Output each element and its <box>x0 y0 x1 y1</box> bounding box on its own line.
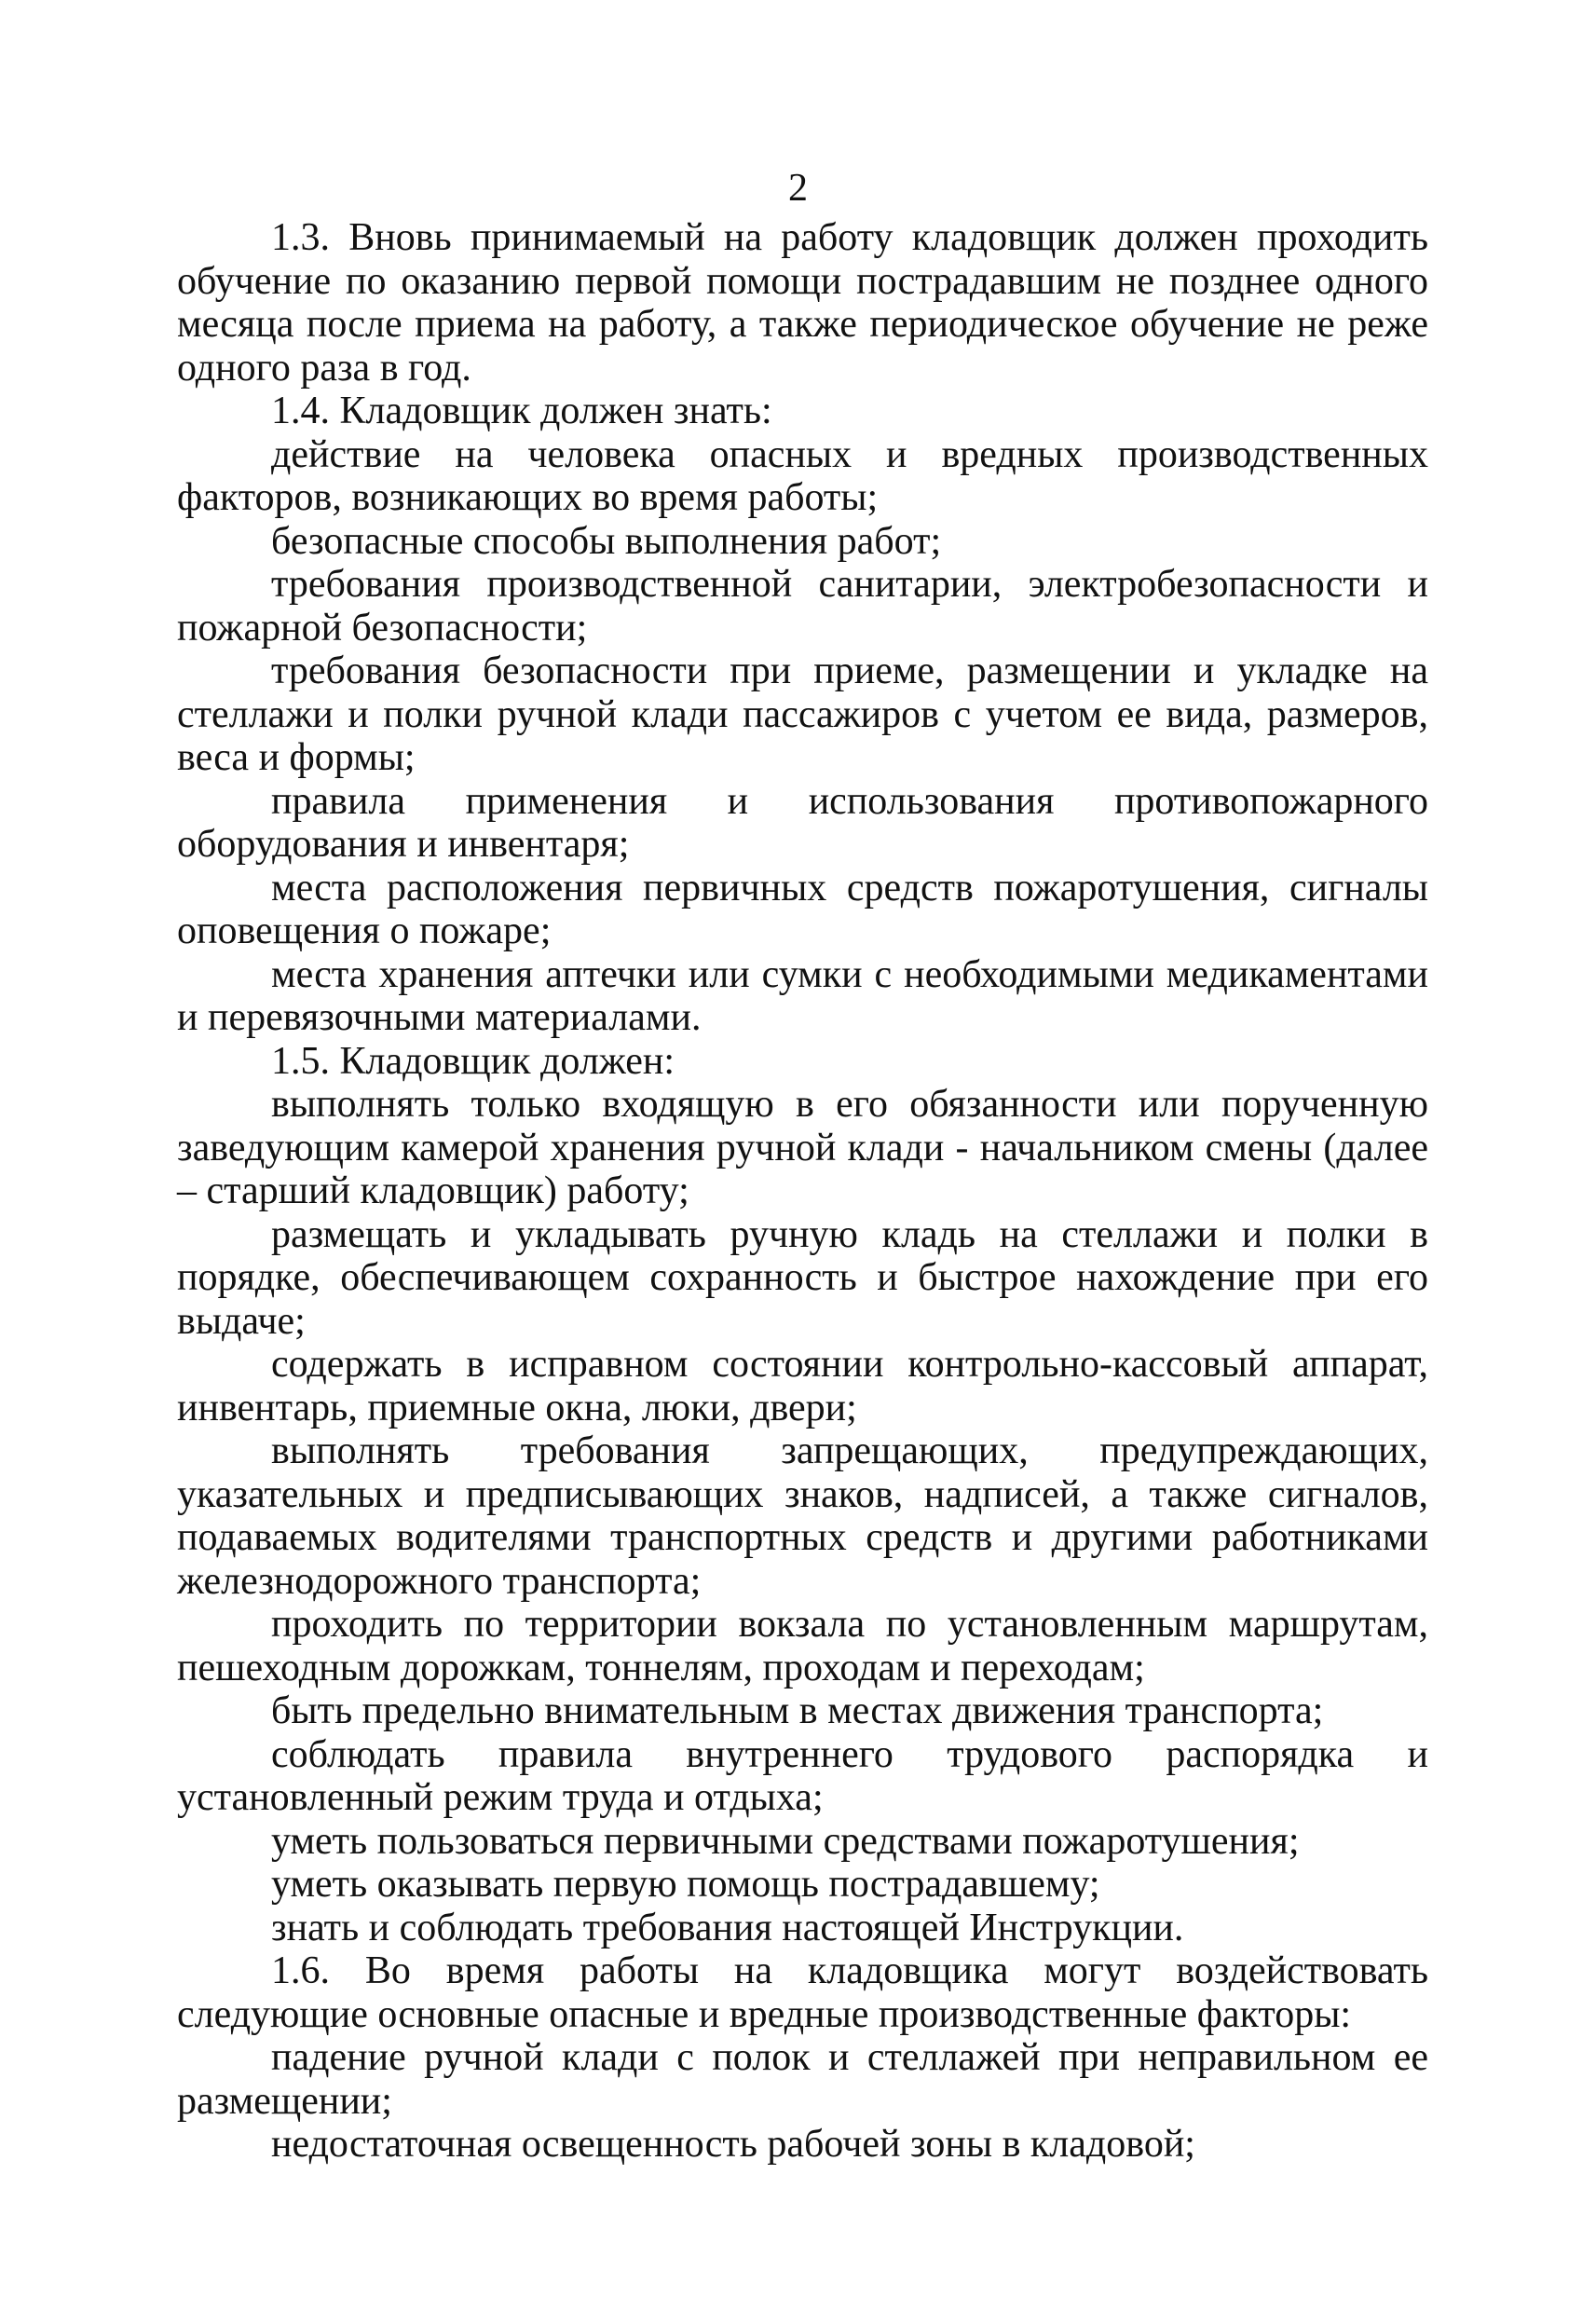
list-item: требования безопасности при приеме, размещении и укладке на стеллажи и полки ручной клади пассажиров с учетом ее вида, размеров, веса и формы; <box>177 650 1428 779</box>
list-item: падение ручной клади с полок и стеллажей при неправильном ее размещении; <box>177 2036 1428 2123</box>
list-item: места хранения аптечки или сумки с необходимыми медикаментами и перевязочными материалами. <box>177 952 1428 1039</box>
list-item: быть предельно внимательным в местах движения транспорта; <box>271 1689 1324 1732</box>
list-item: соблюдать правила внутреннего трудового распорядка и установленный режим труда и отдыха; <box>177 1732 1428 1819</box>
list-item: правила применения и использования противопожарного оборудования и инвентаря; <box>177 779 1428 866</box>
document-body <box>177 216 1428 2167</box>
list-item: действие на человека опасных и вредных производственных факторов, возникающих во время работы; <box>177 432 1428 519</box>
page-number: 2 <box>788 167 808 210</box>
section-heading: 1.5. Кладовщик должен: <box>271 1039 675 1083</box>
paragraph: 1.3. Вновь принимаемый на работу кладовщик должен проходить обучение по оказанию первой помощи пострадавшим не позднее одного месяца после приема на работу, а также периодическое обучение не реже одного раза в год. <box>177 216 1428 390</box>
list-item: выполнять требования запрещающих, предупреждающих, указательных и предписывающих знаков, надписей, а также сигналов, подаваемых водителями транспортных средств и другими работниками железнодорожного транспорта; <box>177 1429 1428 1603</box>
list-item: требования производственной санитарии, электробезопасности и пожарной безопасности; <box>177 563 1428 650</box>
list-item: знать и соблюдать требования настоящей Инструкции. <box>271 1906 1184 1949</box>
list-item: уметь пользоваться первичными средствами пожаротушения; <box>271 1819 1300 1863</box>
list-item: проходить по территории вокзала по установленным маршрутам, пешеходным дорожкам, тоннелям, проходам и переходам; <box>177 1603 1428 1689</box>
list-item: недостаточная освещенность рабочей зоны в кладовой; <box>271 2123 1195 2166</box>
list-item: содержать в исправном состоянии контрольно-кассовый аппарат, инвентарь, приемные окна, люки, двери; <box>177 1343 1428 1429</box>
paragraph: 1.6. Во время работы на кладовщика могут воздействовать следующие основные опасные и вредные производственные факторы: <box>177 1949 1428 2036</box>
section-heading: 1.4. Кладовщик должен знать: <box>271 390 772 432</box>
list-item: места расположения первичных средств пожаротушения, сигналы оповещения о пожаре; <box>177 866 1428 952</box>
list-item: размещать и укладывать ручную кладь на стеллажи и полки в порядке, обеспечивающем сохранность и быстрое нахождение при его выдаче; <box>177 1212 1428 1343</box>
list-item: безопасные способы выполнения работ; <box>271 519 942 563</box>
list-item: выполнять только входящую в его обязанности или порученную заведующим камерой хранения ручной клади - начальником смены (далее – старший кладовщик) работу; <box>177 1083 1428 1212</box>
list-item: уметь оказывать первую помощь пострадавшему; <box>271 1863 1100 1906</box>
